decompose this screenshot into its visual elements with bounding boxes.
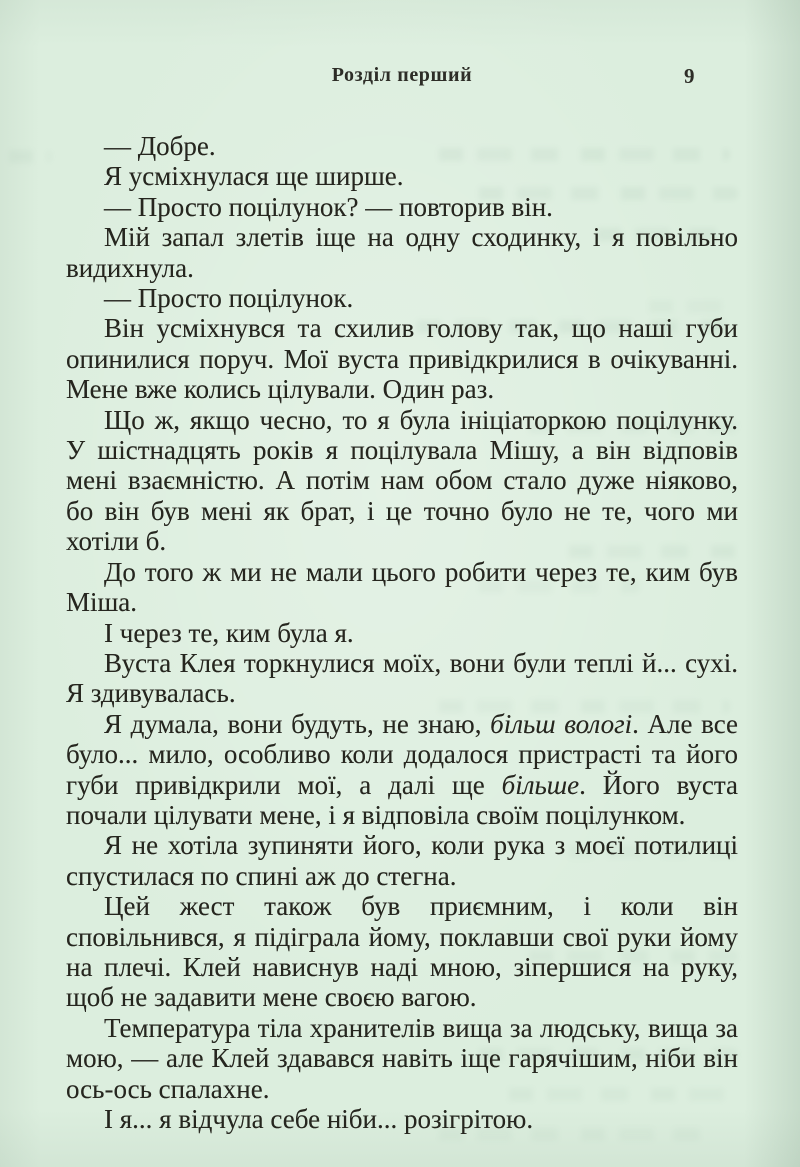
chapter-title: Розділ перший: [331, 64, 473, 86]
text-run: І я... я відчула себе ніби... розігрітою.: [104, 1104, 534, 1134]
text-run: . Його вуста почали цілувати мене, і я відповіла своїм поцілунком.: [66, 769, 739, 830]
paragraph: [66, 1104, 738, 1134]
text-run: — Просто поцілунок? — повторив він.: [104, 191, 553, 222]
paragraph: [66, 648, 738, 709]
ghost-line: [0, 150, 52, 163]
text-run: Що ж, якщо чесно, то я була ініціаторкою поцілунку. У шістнадцять років я поцілувала Мішу, а він відповів мені взаємністю. А потім нам обом стало дуже ніяково, бо він був мені як брат, і це точно було не те, чого ми хотіли б.: [66, 404, 738, 557]
text-run: Температура тіла хранителів вища за людську, вища за мою, — але Клей здавався навіть іще гарячішим, ніби він ось-ось спалахне.: [66, 1012, 738, 1104]
paragraph: [66, 192, 738, 222]
text-run: — Добре.: [104, 131, 216, 161]
text-run: І через те, ким була я.: [104, 617, 354, 648]
text-run: Мій запал злетів іще на одну сходинку, і я повільно видихнула.: [66, 222, 738, 283]
text-run: — Просто поцілунок.: [104, 283, 354, 314]
paragraph: [66, 161, 738, 191]
italic-text-run: більше: [501, 769, 580, 800]
paragraph: [66, 283, 738, 313]
paragraph: [66, 313, 738, 404]
italic-text-run: більш вологі: [490, 708, 633, 739]
text-run: Він усміхнувся та схилив голову так, що наші губи опинилися поруч. Мої вуста привідкрилися в очікуванні. Мене вже колись цілували. Один раз.: [66, 313, 738, 405]
text-run: Я думала, вони будуть, не знаю,: [104, 708, 491, 739]
text-run: Я усміхнулася ще ширше.: [104, 161, 404, 192]
paragraph: [66, 709, 738, 831]
text-run: Вуста Клея торкнулися моїх, вони були теплі й... сухі. Я здивувалась.: [66, 647, 738, 709]
paragraph: [66, 618, 738, 648]
text-run: Цей жест також був приємним, і коли він сповільнився, я підіграла йому, поклавши свої руки йому на плечі. Клей нависнув наді мною, зіпершися на руку, щоб не задавити мене своєю вагою.: [66, 891, 738, 1013]
paragraph: [66, 830, 738, 891]
paragraph: [66, 131, 738, 161]
text-run: . Але все було... мило, особливо коли додалося пристрасті та його губи привідкрили мої, а далі ще: [66, 708, 738, 800]
running-head: [66, 64, 738, 90]
paragraph: [66, 222, 738, 283]
text-run: До того ж ми не мали цього робити через те, ким був Міша.: [66, 556, 738, 618]
paragraph: [66, 405, 738, 557]
text-run: Я не хотіла зупиняти його, коли рука з моєї потилиці спустилася по спині аж до стегна.: [66, 830, 738, 891]
paragraph: [66, 1013, 738, 1104]
paragraph: [66, 891, 738, 1013]
paragraph: [66, 557, 738, 618]
page-number: 9: [684, 64, 696, 88]
text-block: [66, 131, 738, 1134]
